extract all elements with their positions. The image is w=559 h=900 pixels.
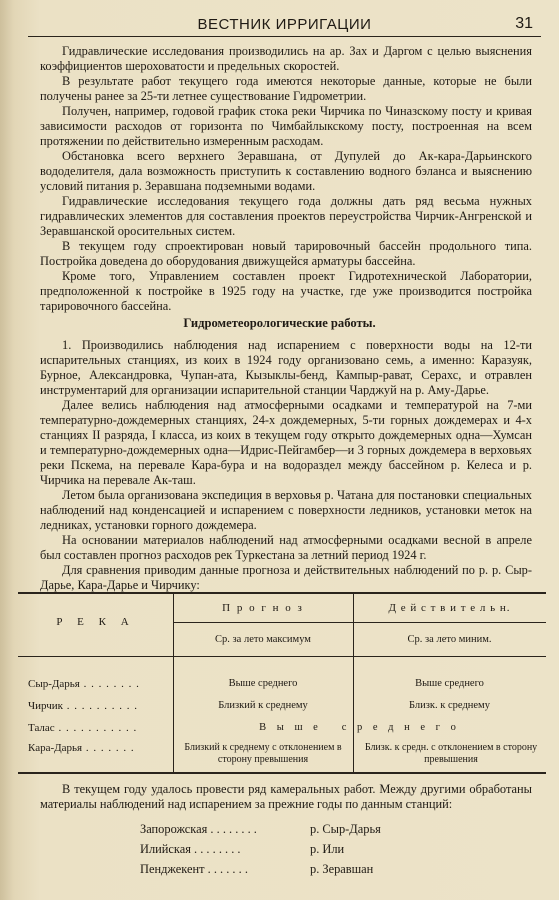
list-item: Запорожская . . . . . . . . р. Сыр-Дарья: [140, 822, 381, 836]
paragraph: Для сравнения приводим данные прогноза и действительных наблюдений по р. р. Сыр-Дарье, Кара-Дарье и Чирчику:: [40, 563, 532, 592]
intro-paragraphs: [40, 44, 532, 314]
table-row-river: Сыр-Дарья . . . . . . . .: [28, 678, 140, 690]
table-row-river: Талас . . . . . . . . . . .: [28, 722, 138, 734]
table-row-river: Кара-Дарья . . . . . . .: [28, 742, 135, 754]
paragraph: Гидравлические исследования производились на ар. Зах и Даргом с целью выяснения коэффициентов шероховатости и предельных скоростей.: [40, 44, 532, 73]
paragraph: 1. Производились наблюдения над испарением с поверхности воды на 12-ти испарительных станциях, из коих в 1924 году организовано семь, а именно: Каразуяк, Бурное, Александровка, Чупан-ата, Кызыклы-бенд, Кампыр-рават, Серахс, и отравлен инструментарий для организации испарительной станции Чарджуй на р. Аму-Дарье.: [40, 338, 532, 397]
paragraph: Обстановка всего верхнего Зеравшана, от Дупулей до Ак-кара-Дарьинского вододелителя, дала возможность приступить к составлению водного бэланса и выяснению условий питания р. Зеравшана подземными водами.: [40, 149, 532, 193]
running-header: [28, 14, 541, 37]
header-bottom-rule: [18, 656, 546, 657]
section-heading: Гидрометеорологические работы.: [183, 316, 376, 330]
table-cell-merged: В ы ш е с р е д н е г о: [259, 722, 460, 733]
closing-paragraph: [40, 782, 532, 812]
list-item: Илийская . . . . . . . . р. Или: [140, 842, 345, 856]
table-cell-forecast: Близкий к среднему: [218, 700, 308, 711]
paragraph: Гидравлические исследования текущего года должны дать ряд весьма нужных гидравлических элементов для составления проектов переустройства Чирчик-Ангренской и Зеравшанской оросительных систем.: [40, 194, 532, 238]
list-item: Пенджекент . . . . . . . р. Зеравшан: [140, 862, 374, 876]
subheader-forecast: Ср. за лето максимум: [215, 634, 311, 645]
station-list: [140, 822, 381, 882]
paragraph: В результате работ текущего года имеются некоторые данные, которые не были получены ранее за 25-ти летнее существование Гидрометрии.: [40, 74, 532, 103]
column-header-river: Р Е К А: [56, 616, 135, 628]
forecast-comparison-table: [18, 592, 546, 774]
header-divider: [173, 622, 546, 623]
paragraph: Кроме того, Управлением составлен проект Гидротехнической Лаборатории, предположенной к постройке в 1925 году на участке, где уже производится постройка тарировочного бассейна.: [40, 269, 532, 313]
paragraph: Далее велись наблюдения над атмосферными осадками и температурой на 7-ми температурно-дождемерных станциях, 24-х дождемерных, 5-ти горных дождемерах и 4-х станциях II разряда, I класса, из коих в текущем году открыто дождемерных одна—Хумсан и температурно-дождемерных одна—Идрис-Пейгамбер—и 3 горных дождемера в верховьях реки Пскема, на перевале Кара-бура и на водораздел между бассейном р. Келеса и р. Чирчика на перевале Ак-таш.: [40, 398, 532, 487]
table-cell-forecast: Выше среднего: [228, 678, 298, 689]
table-row-river: Чирчик . . . . . . . . . .: [28, 700, 139, 712]
section-paragraphs: [40, 338, 532, 593]
page-number: 31: [515, 15, 533, 32]
table-cell-actual: Выше среднего: [415, 678, 484, 689]
paragraph: На основании материалов наблюдений над атмосферными осадками весной в апреле был составлен прогноз расходов рек Туркестана за летний период 1924 г.: [40, 533, 532, 562]
paragraph: В текущем году спроектирован новый тарировочный бассейн продольного типа. Постройка доведена до оборудования движущейся арматуры бассейна.: [40, 239, 532, 268]
paragraph: Получен, например, годовой график стока реки Чирчика по Чиназскому посту и кривая зависимости расходов от горизонта по Чимбайлыкскому посту, построенная на всем протяжении по действительно измеренным расходам.: [40, 104, 532, 148]
table-cell-actual: Близк. к средн. с отклонением в сторону превышения: [364, 742, 538, 765]
paragraph: Летом была организована экспедиция в верховья р. Чатана для постановки специальных наблюдений над конденсацией и испарением с поверхности ледников, установки меток на ледниках, установки горного дождемера.: [40, 488, 532, 532]
column-header-actual: Д е й с т в и т е л ь н.: [388, 602, 511, 614]
table-cell-actual: Близк. к среднему: [409, 700, 490, 711]
paragraph: В текущем году удалось провести ряд камеральных работ. Между другими обработаны материалы наблюдений над испарением за прежние годы по данным станций:: [40, 782, 532, 811]
subheader-actual: Ср. за лето миним.: [407, 634, 492, 645]
journal-title: ВЕСТНИК ИРРИГАЦИИ: [197, 16, 372, 33]
column-header-forecast: П р о г н о з: [222, 602, 304, 614]
table-cell-forecast: Близкий к среднему с отклонением в сторону превышения: [184, 742, 342, 765]
